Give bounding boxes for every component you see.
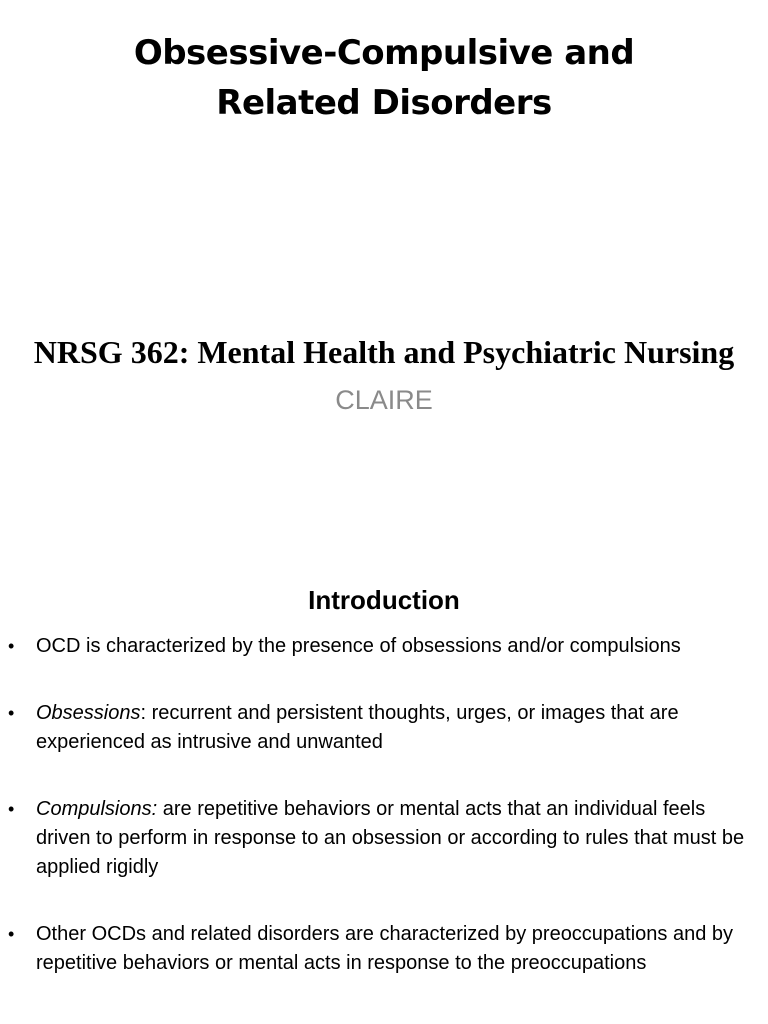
bullet-term: Compulsions:: [36, 798, 158, 820]
bullet-text: : recurrent and persistent thoughts, urges, or images that are experienced as intrusive and unwanted: [36, 702, 679, 753]
bullet-item: [0, 795, 768, 882]
title-line-2: Related Disorders: [216, 83, 552, 123]
bullet-text: Other OCDs and related disorders are characterized by preoccupations and by repetitive behaviors or mental acts in response to the preoccupations: [36, 923, 734, 974]
bullet-dot-icon: •: [8, 703, 15, 723]
bullet-item: [0, 699, 768, 757]
bullet-list: [0, 632, 768, 1016]
presentation-title: [0, 28, 768, 128]
bullet-item: [0, 632, 768, 661]
introduction-slide: [0, 560, 768, 1024]
title-line-1: Obsessive-Compulsive and: [133, 33, 635, 73]
author-name: CLAIRE: [335, 385, 433, 415]
course-title: NRSG 362: Mental Health and Psychiatric Nursing: [33, 334, 735, 370]
bullet-dot-icon: •: [8, 636, 15, 656]
bullet-term: Obsessions: [36, 702, 141, 724]
bullet-text: OCD is characterized by the presence of obsessions and/or compulsions: [36, 635, 681, 657]
bullet-item: [0, 920, 768, 978]
bullet-dot-icon: •: [8, 924, 15, 944]
bullet-text: are repetitive behaviors or mental acts that an individual feels driven to perform in response to an obsession or according to rules that must be applied rigidly: [36, 798, 745, 878]
bullet-dot-icon: •: [8, 799, 15, 819]
slide-heading: Introduction: [308, 585, 460, 615]
